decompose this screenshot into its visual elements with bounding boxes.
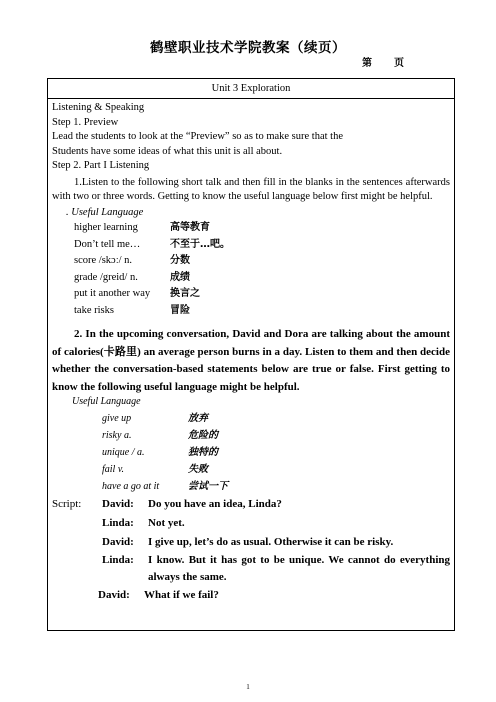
vocab-term: score /skɔː/ n. — [74, 255, 133, 266]
task-2-instructions: 2. In the upcoming conversation, David and Dora are talking about the amount of calories(卡路里) an average person burns in a day. Listen to them and then decide whether the conversation-based statements below are true or false. First getting to know the following useful language might be helpful. — [52, 328, 450, 393]
vocab-meaning: 放弃 — [188, 412, 208, 424]
vocab-meaning: 成绩 — [170, 271, 190, 283]
vocab-list-1 — [52, 220, 450, 319]
vocab-item — [52, 444, 450, 461]
speaker: Linda: — [102, 553, 134, 566]
script-line — [52, 495, 450, 514]
useful-language-heading-2: Useful Language — [72, 396, 141, 407]
vocab-meaning: 独特的 — [188, 446, 218, 458]
useful-language-heading-1: . Useful Language — [66, 206, 144, 218]
vocab-item — [52, 410, 450, 427]
vocab-term: grade /greid/ n. — [74, 271, 138, 283]
vocab-term: give up — [102, 412, 132, 424]
step-1-text-a: Lead the students to look at the “Preview” so as to make sure that the — [52, 131, 344, 142]
vocab-term: take risks — [74, 304, 114, 316]
step-1-title: Step 1. Preview — [52, 116, 119, 128]
vocab-meaning: 冒险 — [170, 304, 190, 316]
script-block — [52, 495, 450, 605]
speaker: Linda: — [102, 516, 134, 529]
utterance: I give up, let’s do as usual. Otherwise it can be risky. — [148, 535, 394, 548]
vocab-meaning: 尝试一下 — [188, 480, 228, 492]
script-line — [48, 586, 450, 605]
page-label-suffix: 页 — [394, 58, 404, 69]
step-1-text-b: Students have some ideas of what this unit is all about. — [52, 145, 283, 157]
vocab-term: put it another way — [74, 288, 151, 299]
utterance: I know. But it has got to be unique. We cannot do everything always the same. — [148, 553, 450, 583]
vocab-item — [52, 237, 450, 254]
section-title: Listening & Speaking — [52, 102, 145, 113]
vocab-item — [52, 253, 450, 270]
vocab-item — [52, 461, 450, 478]
vocab-term: fail v. — [102, 463, 125, 475]
utterance: What if we fail? — [144, 588, 219, 601]
vocab-meaning: 不至于…吧。 — [170, 238, 230, 250]
vocab-term: risky a. — [102, 429, 132, 441]
page-label-prefix: 第 — [362, 58, 372, 69]
lesson-plan-box — [47, 78, 455, 631]
speaker: David: — [102, 535, 134, 548]
speaker: David: — [98, 588, 130, 601]
vocab-meaning: 失败 — [188, 463, 208, 475]
utterance: Do you have an idea, Linda? — [148, 497, 282, 510]
vocab-term: have a go at it — [102, 480, 160, 492]
speaker: David: — [102, 497, 134, 510]
step-2-title: Step 2. Part I Listening — [52, 160, 150, 171]
vocab-meaning: 高等教育 — [170, 222, 210, 233]
vocab-meaning: 换言之 — [170, 288, 200, 299]
vocab-item — [52, 427, 450, 444]
utterance: Not yet. — [148, 516, 185, 529]
page-footer-number: 1 — [246, 683, 250, 691]
vocab-item — [52, 270, 450, 287]
vocab-list-2 — [52, 410, 450, 495]
vocab-item — [52, 478, 450, 495]
script-line — [52, 514, 450, 533]
task-1-instructions: 1.Listen to the following short talk and then fill in the blanks in the sentences afterwards with two or three words. Getting to know the useful language below first might be helpful. — [52, 176, 450, 202]
document-title: 鹤壁职业技术学院教案（续页） — [150, 40, 346, 56]
page-number-label — [362, 54, 426, 69]
lesson-content — [48, 99, 454, 605]
vocab-meaning: 危险的 — [188, 429, 218, 441]
vocab-item — [52, 220, 450, 237]
vocab-item — [52, 303, 450, 320]
vocab-term: higher learning — [74, 222, 138, 233]
vocab-meaning: 分数 — [170, 255, 190, 266]
vocab-term: Don’t tell me… — [74, 238, 141, 250]
script-label: Script: — [52, 497, 82, 510]
script-line — [52, 552, 450, 586]
script-line — [52, 533, 450, 552]
unit-header: Unit 3 Exploration — [48, 79, 454, 99]
vocab-term: unique / a. — [102, 446, 145, 458]
vocab-item — [52, 286, 450, 303]
